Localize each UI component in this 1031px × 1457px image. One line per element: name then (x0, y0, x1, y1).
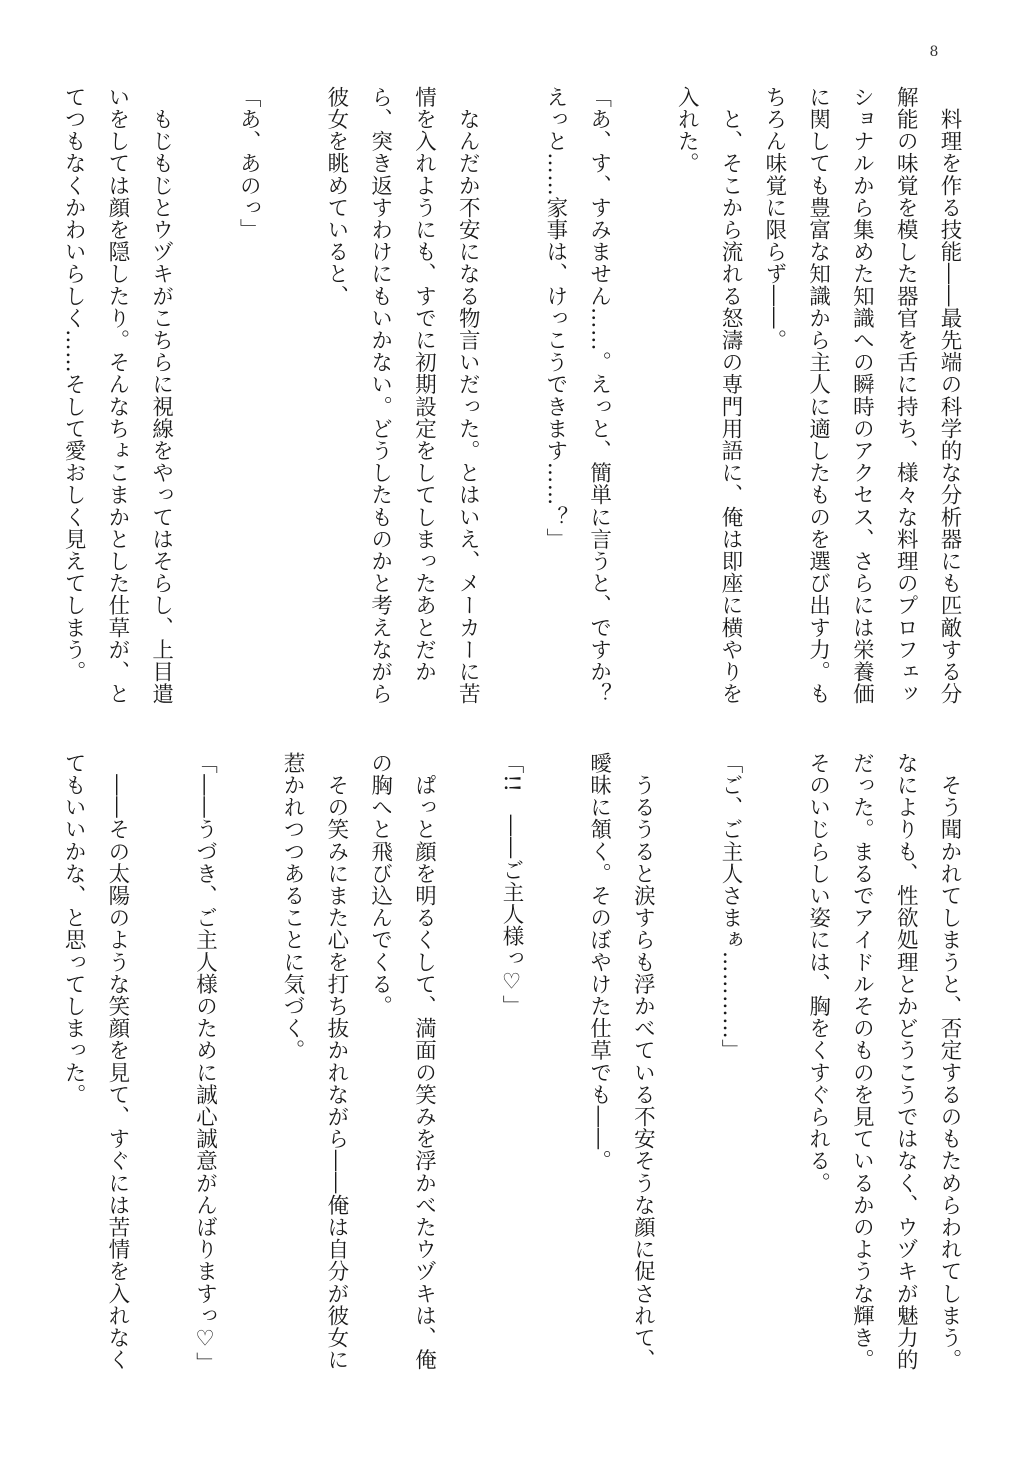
dialogue-line: 「あ、す、すみません……。えっと、簡単に言うと、ですか？ えっと……家事は、けっこうできます……？」 (542, 86, 612, 727)
blank-line (533, 752, 577, 1372)
paragraph: ぱっと顔を明るくして、満面の笑みを浮かべたウヅキは、俺の胸へと飛び込んでくる。 (367, 752, 437, 1371)
dialogue-line: 「――うづき、ご主人様のために誠心誠意がんばりますっ♡」 (192, 752, 218, 1375)
bottom-text-block (61, 752, 971, 1375)
dialogue-line: 「ご、ご主人さまぁ…………」 (718, 752, 744, 1062)
paragraph: ――その太陽のような笑顔を見て、すぐには苦情を入れなくてもいいかな、と思ってしまった。 (61, 752, 130, 1371)
paragraph: その笑みにまた心を打ち抜かれながら――俺は自分が彼女に惹かれつつあることに気づく。 (280, 752, 349, 1371)
page-number: 8 (929, 44, 939, 60)
paragraph: と、そこから流れる怒濤の専門用語に、俺は即座に横やりを入れた。 (674, 86, 744, 705)
dialogue-line: 「!! ――ご主人様っ♡」 (499, 752, 525, 1018)
blank-line (183, 86, 227, 706)
blank-line (489, 86, 533, 706)
blank-line (621, 86, 665, 706)
blank-line (226, 752, 270, 1372)
top-text-block (41, 86, 971, 727)
paragraph: もじもじとウヅキがこちらに視線をやってはそらし、上目遣いをしては顔を隠したり。そんなちょこまかとした仕草が、とてつもなくかわいらしく……そして愛おしく見えてしまう。 (61, 86, 174, 705)
dialogue-line: 「あ、あのっ」 (236, 86, 262, 241)
blank-line (752, 752, 796, 1372)
dialogue-line (0, 86, 7, 706)
paragraph: そう聞かれてしまうと、否定するのもためらわれてしまう。なによりも、性欲処理とかどうこうではなく、ウヅキが魅力的だった。まるでアイドルそのものを見ているかのような輝き。そのいじらしい姿には、胸をくすぐられる。 (805, 752, 962, 1371)
paragraph: うるうると涙すらも浮かべている不安そうな顔に促されて、曖昧に頷く。そのぼやけた仕草でも――。 (586, 752, 656, 1371)
blank-line (139, 752, 183, 1372)
paragraph: 料理を作る技能――最先端の科学的な分析器にも匹敵する分解能の味覚を模した器官を舌に持ち、様々な料理のプロフェッショナルから集めた知識への瞬時のアクセス、さらには栄養価に関しても豊富な知識から主人に適したものを選び出す力。もちろん味覚に限らず――。 (761, 86, 962, 705)
blank-line (270, 86, 314, 706)
blank-line (7, 86, 51, 706)
blank-line (664, 752, 708, 1372)
blank-line (445, 752, 489, 1372)
paragraph: なんだか不安になる物言いだった。とはいえ、メーカーに苦情を入れようにも、すでに初期設定をしてしまったあとだから、突き返すわけにもいかない。どうしたものかと考えながら彼女を眺めていると、 (323, 86, 481, 705)
